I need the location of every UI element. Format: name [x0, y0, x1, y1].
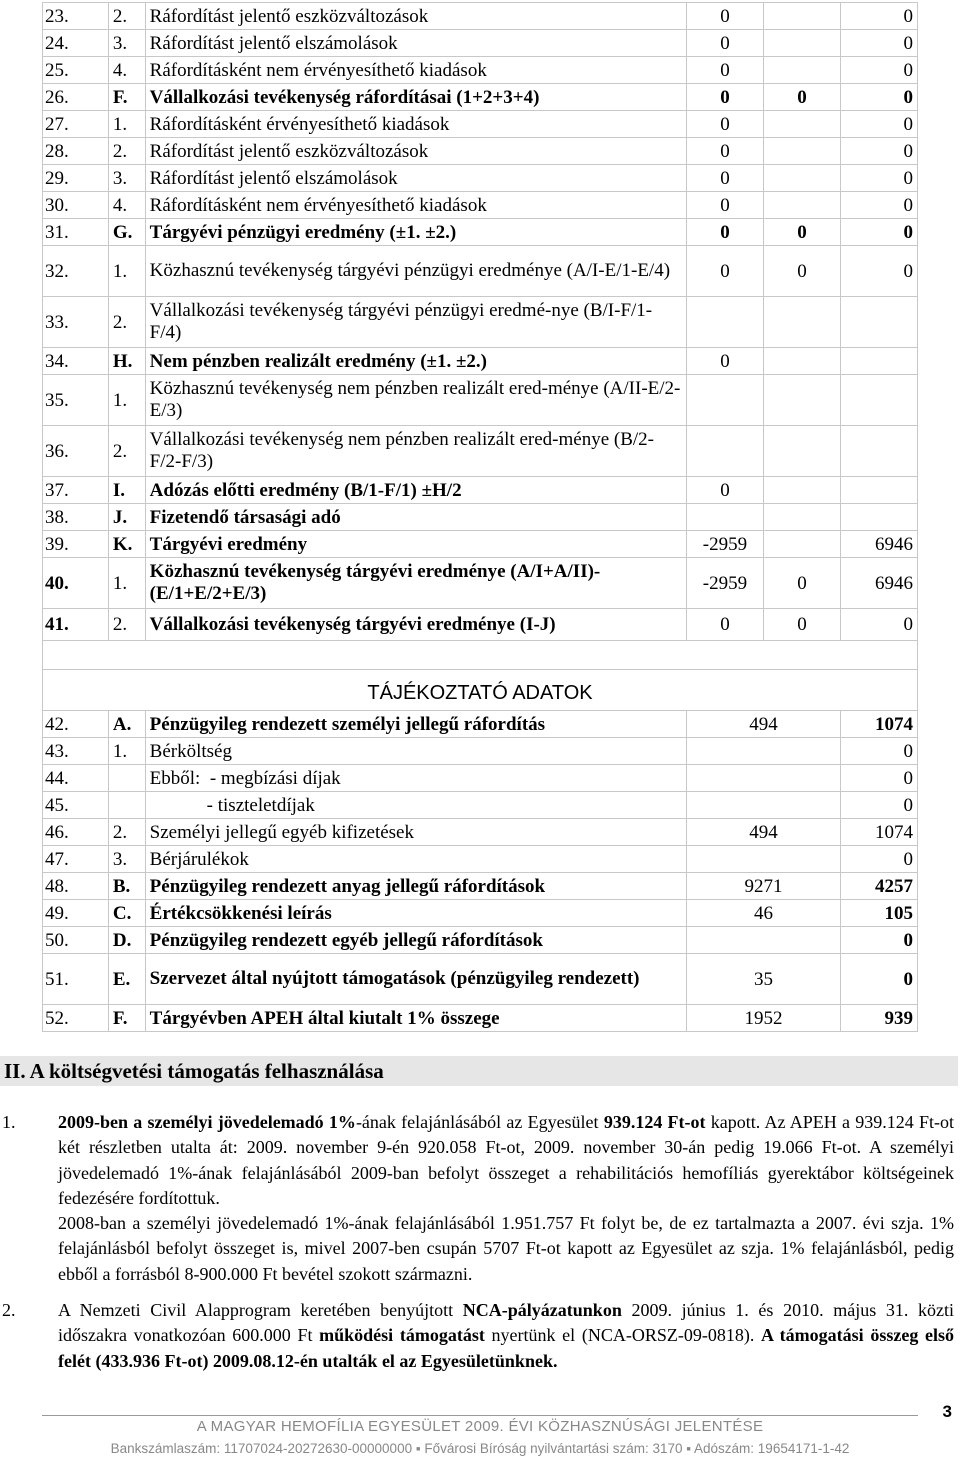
value-curr: 0: [840, 954, 917, 1005]
value-adj: [763, 165, 840, 192]
row-code: I.: [108, 477, 145, 504]
table-row: [43, 219, 918, 246]
section-heading: TÁJÉKOZTATÓ ADATOK: [43, 670, 918, 711]
value-curr: 4257: [840, 873, 917, 900]
row-code: 2.: [108, 819, 145, 846]
table-row: [43, 192, 918, 219]
value-adj: 0: [763, 219, 840, 246]
value-prev: [686, 846, 840, 873]
value-curr: 0: [840, 609, 917, 641]
value-prev: 46: [686, 900, 840, 927]
row-number: 47.: [43, 846, 109, 873]
row-code: B.: [108, 873, 145, 900]
row-code: 1.: [108, 738, 145, 765]
row-code: 2.: [108, 609, 145, 641]
value-curr: [840, 297, 917, 348]
row-number: 45.: [43, 792, 109, 819]
row-code: 2.: [108, 138, 145, 165]
row-label: Pénzügyileg rendezett anyag jellegű ráfordítások: [145, 873, 686, 900]
table-row: [43, 873, 918, 900]
table-row: [43, 846, 918, 873]
value-prev: 0: [686, 609, 763, 641]
table-row: [43, 426, 918, 477]
table-row: [43, 927, 918, 954]
value-curr: [840, 477, 917, 504]
row-number: 43.: [43, 738, 109, 765]
row-number: 37.: [43, 477, 109, 504]
row-label: Vállalkozási tevékenység ráfordításai (1+2+3+4): [145, 84, 686, 111]
value-prev: [686, 426, 763, 477]
row-code: D.: [108, 927, 145, 954]
page-number: 3: [942, 1402, 952, 1421]
value-curr: 6946: [840, 531, 917, 558]
table-row: [43, 3, 918, 30]
value-curr: 105: [840, 900, 917, 927]
value-curr: 0: [840, 792, 917, 819]
value-prev: 0: [686, 84, 763, 111]
row-label: Tárgyévi eredmény: [145, 531, 686, 558]
bold-text: NCA-pályázatunkon: [462, 1300, 622, 1320]
value-curr: 0: [840, 84, 917, 111]
table-row: [43, 711, 918, 738]
row-code: [108, 792, 145, 819]
value-curr: [840, 375, 917, 426]
table-section-row: [43, 670, 918, 711]
value-adj: [763, 477, 840, 504]
value-prev: 0: [686, 138, 763, 165]
value-curr: 0: [840, 111, 917, 138]
row-label: Adózás előtti eredmény (B/1-F/1) ±H/2: [145, 477, 686, 504]
row-number: 50.: [43, 927, 109, 954]
value-adj: 0: [763, 609, 840, 641]
row-label: Ráfordítást jelentő elszámolások: [145, 30, 686, 57]
list-number: 2.: [2, 1300, 16, 1320]
value-curr: 0: [840, 765, 917, 792]
value-curr: 0: [840, 138, 917, 165]
value-prev: 0: [686, 111, 763, 138]
row-label: Vállalkozási tevékenység nem pénzben realizált ered-ménye (B/2-F/2-F/3): [145, 426, 686, 477]
row-label: Ráfordítást jelentő elszámolások: [145, 165, 686, 192]
row-code: 1.: [108, 246, 145, 297]
value-prev: 0: [686, 3, 763, 30]
row-label: Szervezet által nyújtott támogatások (pénzügyileg rendezett): [145, 954, 686, 1005]
text: nyertünk el (NCA-ORSZ-09-0818).: [484, 1325, 761, 1346]
text: 2009. június 1. és 2010. május 31. közti időszakra vonatkozóan 600.000 Ft: [58, 1300, 954, 1346]
bold-text: 939.124 Ft-ot: [603, 1112, 706, 1132]
table-row: [43, 1005, 918, 1032]
value-curr: [840, 504, 917, 531]
value-curr: 0: [840, 246, 917, 297]
table-row: [43, 138, 918, 165]
value-curr: 939: [840, 1005, 917, 1032]
value-prev: 0: [686, 192, 763, 219]
table-row: [43, 111, 918, 138]
row-label: Pénzügyileg rendezett egyéb jellegű ráfordítások: [145, 927, 686, 954]
value-adj: 0: [763, 558, 840, 609]
value-prev: 494: [686, 819, 840, 846]
value-adj: [763, 192, 840, 219]
table-row: [43, 246, 918, 297]
value-prev: 35: [686, 954, 840, 1005]
footer-info: Bankszámlaszám: 11707024-20272630-00000000 ▪ Fővárosi Bíróság nyilvántartási szám: 3170 ▪ Adószám: 19654171-1-42: [110, 1441, 850, 1456]
text: A Nemzeti Civil Alapprogram keretében benyújtott: [58, 1300, 463, 1320]
value-prev: 0: [686, 477, 763, 504]
row-label: Közhasznú tevékenység tárgyévi pénzügyi eredménye (A/I-E/1-E/4): [145, 246, 686, 297]
table-row: [43, 765, 918, 792]
value-adj: 0: [763, 246, 840, 297]
row-number: 31.: [43, 219, 109, 246]
row-label: Bérköltség: [145, 738, 686, 765]
value-curr: 1074: [840, 711, 917, 738]
row-label: Közhasznú tevékenység tárgyévi eredménye (A/I+A/II)-(E/1+E/2+E/3): [145, 558, 686, 609]
row-code: 4.: [108, 192, 145, 219]
spacer-cell: [43, 641, 918, 670]
list-number: 1.: [2, 1112, 16, 1132]
row-code: C.: [108, 900, 145, 927]
table-row: [43, 57, 918, 84]
value-adj: [763, 138, 840, 165]
value-curr: 0: [840, 57, 917, 84]
row-code: J.: [108, 504, 145, 531]
value-prev: 494: [686, 711, 840, 738]
paragraph-1: [58, 1110, 954, 1211]
row-number: 46.: [43, 819, 109, 846]
text: kapott. Az APEH a 939.124 Ft-ot két részletben utalta át: 2009. november 9-én 920.058 Ft-ot, 2009. november 30-án pedig 19.066 Ft-ot. A személyi jövedelemadó 1%-ának felajánlásából 2009-ban befolyt összeget a rehabilitációs hemofíliás gyerektábor költségeinek fedezésére fordítottuk.: [58, 1112, 955, 1208]
financial-table: [42, 2, 918, 1032]
value-prev: [686, 927, 840, 954]
value-prev: 0: [686, 57, 763, 84]
row-label: Ráfordítást jelentő eszközváltozások: [145, 3, 686, 30]
section-title: II. A költségvetési támogatás felhasználása: [4, 1059, 384, 1083]
row-number: 36.: [43, 426, 109, 477]
table-row: [43, 84, 918, 111]
value-curr: 0: [840, 192, 917, 219]
row-code: K.: [108, 531, 145, 558]
row-label: Ráfordításként nem érvényesíthető kiadások: [145, 57, 686, 84]
value-prev: 0: [686, 348, 763, 375]
row-number: 33.: [43, 297, 109, 348]
row-code: 2.: [108, 3, 145, 30]
table-row: [43, 504, 918, 531]
row-number: 41.: [43, 609, 109, 641]
table-row: [43, 348, 918, 375]
value-prev: 1952: [686, 1005, 840, 1032]
table-row: [43, 297, 918, 348]
row-label: Értékcsökkenési leírás: [145, 900, 686, 927]
value-prev: 0: [686, 246, 763, 297]
value-prev: [686, 297, 763, 348]
value-prev: -2959: [686, 531, 763, 558]
value-prev: [686, 375, 763, 426]
row-code: H.: [108, 348, 145, 375]
value-adj: [763, 30, 840, 57]
row-label: Fizetendő társasági adó: [145, 504, 686, 531]
value-curr: [840, 348, 917, 375]
value-curr: 0: [840, 927, 917, 954]
row-code: F.: [108, 84, 145, 111]
row-number: 38.: [43, 504, 109, 531]
value-adj: [763, 111, 840, 138]
value-curr: 0: [840, 165, 917, 192]
table-row: [43, 558, 918, 609]
table-row: [43, 819, 918, 846]
table-row: [43, 165, 918, 192]
row-code: 3.: [108, 30, 145, 57]
row-number: 44.: [43, 765, 109, 792]
table-row: [43, 609, 918, 641]
table-spacer-row: [43, 641, 918, 670]
text: -ának felajánlásából az Egyesület: [355, 1112, 604, 1132]
value-adj: [763, 375, 840, 426]
row-code: A.: [108, 711, 145, 738]
row-label: Ráfordítást jelentő eszközváltozások: [145, 138, 686, 165]
row-code: 2.: [108, 297, 145, 348]
value-curr: 0: [840, 30, 917, 57]
row-label: - tiszteletdíjak: [145, 792, 686, 819]
value-prev: -2959: [686, 558, 763, 609]
row-number: 26.: [43, 84, 109, 111]
value-adj: 0: [763, 84, 840, 111]
row-number: 40.: [43, 558, 109, 609]
value-adj: [763, 3, 840, 30]
row-code: F.: [108, 1005, 145, 1032]
row-code: 1.: [108, 375, 145, 426]
value-prev: 0: [686, 219, 763, 246]
table-row: [43, 375, 918, 426]
row-code: 3.: [108, 846, 145, 873]
row-code: 1.: [108, 558, 145, 609]
value-prev: [686, 765, 840, 792]
row-label: Vállalkozási tevékenység tárgyévi pénzügyi eredmé-nye (B/I-F/1-F/4): [145, 297, 686, 348]
value-prev: [686, 792, 840, 819]
value-curr: 1074: [840, 819, 917, 846]
row-number: 34.: [43, 348, 109, 375]
bold-text: 2009-ben a személyi jövedelemadó 1%: [58, 1112, 356, 1132]
row-number: 52.: [43, 1005, 109, 1032]
row-label: Ráfordításként érvényesíthető kiadások: [145, 111, 686, 138]
value-prev: [686, 504, 763, 531]
value-curr: 0: [840, 738, 917, 765]
value-adj: [763, 531, 840, 558]
row-number: 29.: [43, 165, 109, 192]
row-number: 25.: [43, 57, 109, 84]
row-number: 49.: [43, 900, 109, 927]
row-number: 39.: [43, 531, 109, 558]
row-label: Pénzügyileg rendezett személyi jellegű ráfordítás: [145, 711, 686, 738]
row-code: G.: [108, 219, 145, 246]
value-adj: [763, 348, 840, 375]
value-curr: 6946: [840, 558, 917, 609]
value-curr: 0: [840, 3, 917, 30]
row-code: 3.: [108, 165, 145, 192]
table-row: [43, 531, 918, 558]
table-row: [43, 954, 918, 1005]
value-adj: [763, 426, 840, 477]
table-row: [43, 792, 918, 819]
value-adj: [763, 504, 840, 531]
paragraph-2: [58, 1298, 954, 1374]
paragraph-1b: 2008-ban a személyi jövedelemadó 1%-ának felajánlásából 1.951.757 Ft folyt be, de ez tartalmazta a 2007. évi szja. 1% felajánlásból befolyt összeget is, mivel 2007-ben csupán 5707 Ft-ot kapott az Egyesület az szja. 1% felajánlásból, pedig ebből a forrásból 8-900.000 Ft bevétel szokott származni.: [58, 1213, 954, 1284]
row-number: 28.: [43, 138, 109, 165]
footer-divider: [42, 1415, 918, 1416]
value-prev: 9271: [686, 873, 840, 900]
bold-text: A támogatási összeg első felét (433.936 Ft-ot) 2009.08.12-én utalták el az Egyesületünknek.: [58, 1325, 954, 1371]
value-curr: 0: [840, 219, 917, 246]
row-number: 42.: [43, 711, 109, 738]
value-adj: [763, 57, 840, 84]
value-prev: [686, 738, 840, 765]
row-label: Nem pénzben realizált eredmény (±1. ±2.): [145, 348, 686, 375]
row-code: 1.: [108, 111, 145, 138]
table-row: [43, 900, 918, 927]
table-row: [43, 738, 918, 765]
row-number: 48.: [43, 873, 109, 900]
footer-title: A MAGYAR HEMOFÍLIA EGYESÜLET 2009. ÉVI KÖZHASZNÚSÁGI JELENTÉSE: [196, 1418, 764, 1435]
value-adj: [763, 297, 840, 348]
row-label: Bérjárulékok: [145, 846, 686, 873]
row-code: 4.: [108, 57, 145, 84]
row-number: 27.: [43, 111, 109, 138]
table-row: [43, 477, 918, 504]
value-prev: 0: [686, 30, 763, 57]
row-number: 32.: [43, 246, 109, 297]
row-code: [108, 765, 145, 792]
row-number: 51.: [43, 954, 109, 1005]
row-label: Tárgyévi pénzügyi eredmény (±1. ±2.): [145, 219, 686, 246]
row-label: Ráfordításként nem érvényesíthető kiadások: [145, 192, 686, 219]
bold-text: működési támogatást: [319, 1325, 485, 1346]
value-prev: 0: [686, 165, 763, 192]
value-curr: 0: [840, 846, 917, 873]
row-label: Vállalkozási tevékenység tárgyévi eredménye (I-J): [145, 609, 686, 641]
row-label: Ebből: - megbízási díjak: [145, 765, 686, 792]
row-number: 23.: [43, 3, 109, 30]
row-number: 35.: [43, 375, 109, 426]
row-label: Közhasznú tevékenység nem pénzben realizált ered-ménye (A/II-E/2-E/3): [145, 375, 686, 426]
row-label: Személyi jellegű egyéb kifizetések: [145, 819, 686, 846]
table-row: [43, 30, 918, 57]
row-number: 24.: [43, 30, 109, 57]
row-code: E.: [108, 954, 145, 1005]
row-label: Tárgyévben APEH által kiutalt 1% összege: [145, 1005, 686, 1032]
value-curr: [840, 426, 917, 477]
row-number: 30.: [43, 192, 109, 219]
row-code: 2.: [108, 426, 145, 477]
